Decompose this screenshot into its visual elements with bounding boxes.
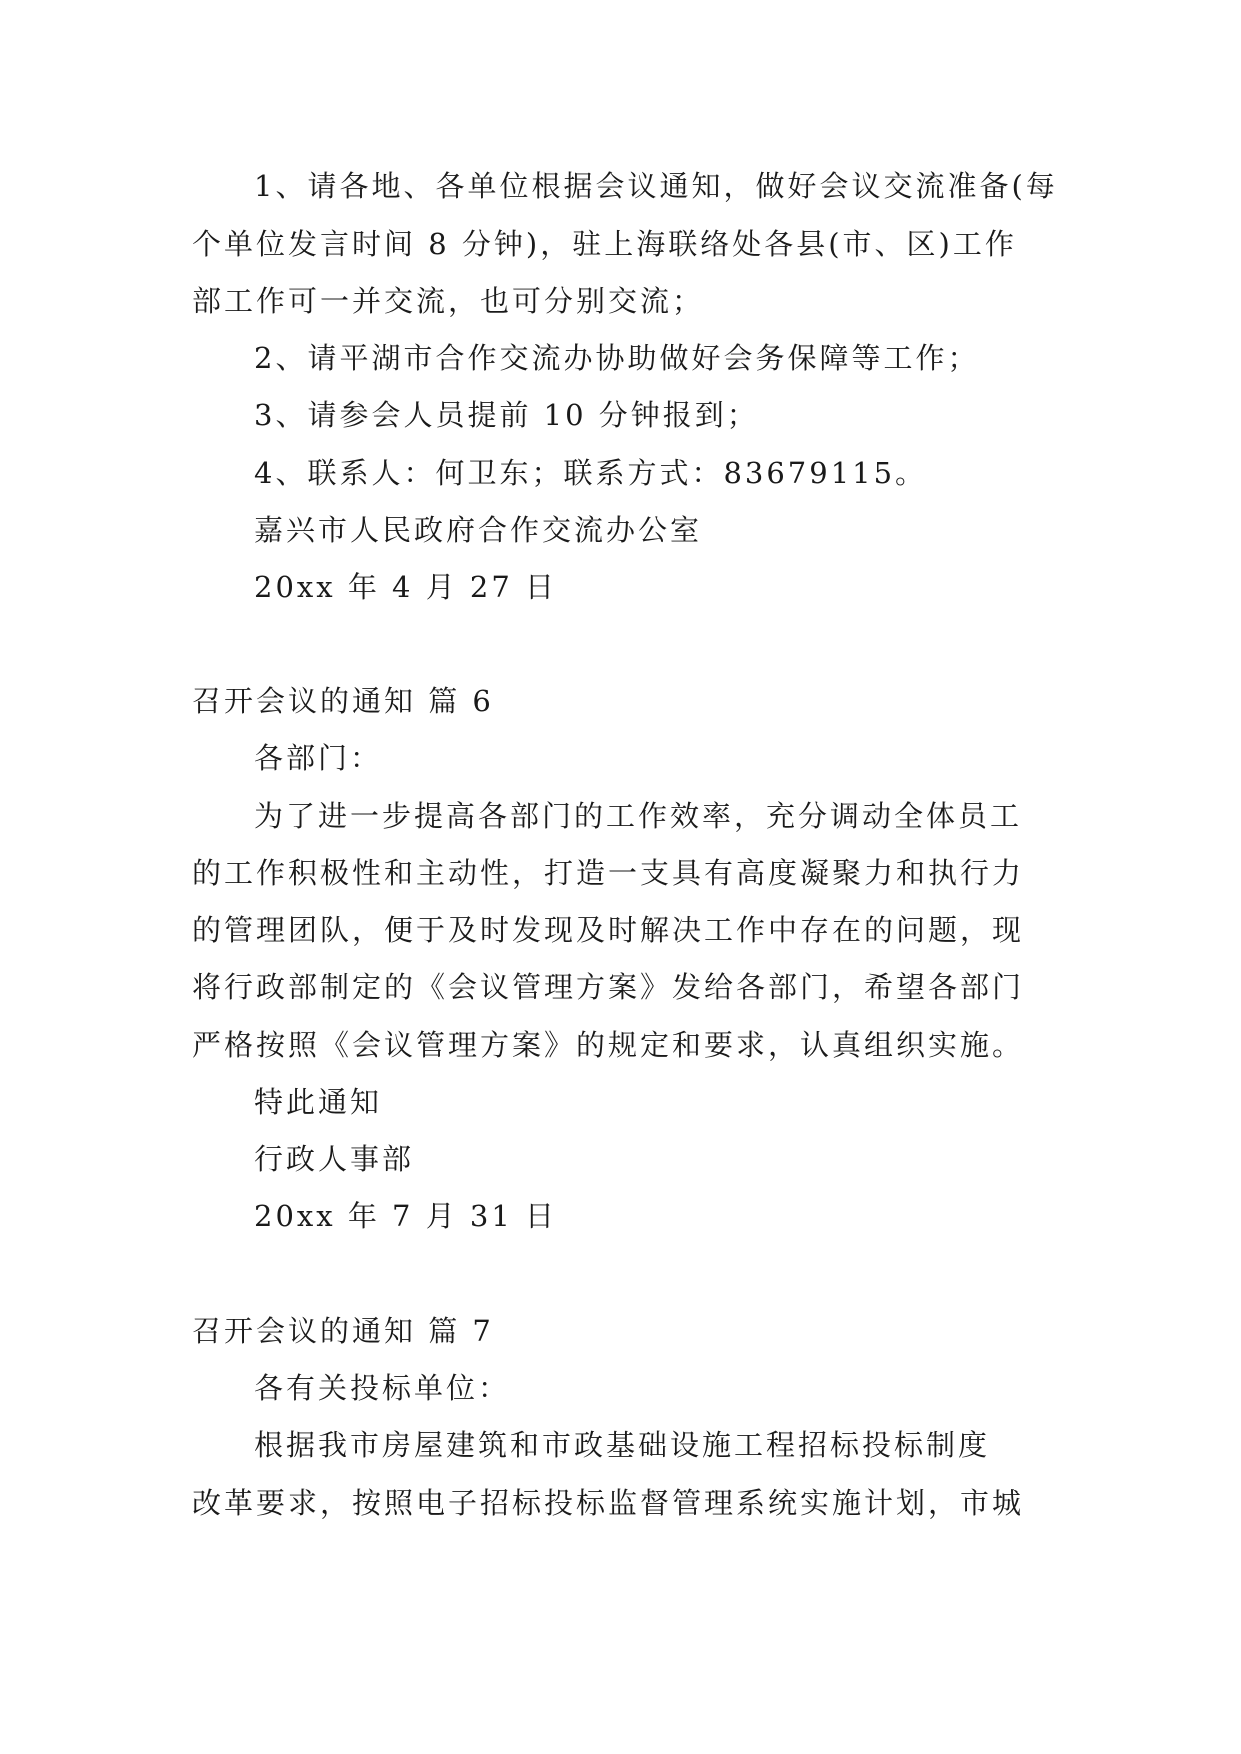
notice-item-1-line-3: 部工作可一并交流，也可分别交流； — [192, 284, 705, 318]
closing-text: 特此通知 — [254, 1085, 383, 1119]
notice-item-1-line-2: 个单位发言时间 8 分钟)，驻上海联络处各县(市、区)工作 — [192, 227, 1017, 261]
section-heading: 召开会议的通知 篇 6 — [192, 684, 494, 718]
sender-name: 嘉兴市人民政府合作交流办公室 — [254, 513, 703, 547]
body-paragraph-line-1: 根据我市房屋建筑和市政基础设施工程招标投标制度 — [254, 1428, 991, 1462]
notice-date: 20xx 年 7 月 31 日 — [254, 1199, 558, 1233]
body-paragraph-line-5: 严格按照《会议管理方案》的规定和要求，认真组织实施。 — [192, 1028, 1025, 1062]
section-heading: 召开会议的通知 篇 7 — [192, 1314, 494, 1348]
body-paragraph-line-2: 改革要求，按照电子招标投标监督管理系统实施计划，市城 — [192, 1486, 1025, 1520]
notice-item-2: 2、请平湖市合作交流办协助做好会务保障等工作； — [254, 341, 980, 375]
body-paragraph-line-2: 的工作积极性和主动性，打造一支具有高度凝聚力和执行力 — [192, 856, 1025, 890]
notice-item-3: 3、请参会人员提前 10 分钟报到； — [254, 398, 759, 432]
body-paragraph-line-1: 为了进一步提高各部门的工作效率，充分调动全体员工 — [254, 799, 1023, 833]
notice-item-4: 4、联系人：何卫东；联系方式：83679115。 — [254, 456, 928, 490]
body-paragraph-line-4: 将行政部制定的《会议管理方案》发给各部门，希望各部门 — [192, 970, 1025, 1004]
salutation: 各有关投标单位： — [254, 1371, 511, 1405]
notice-item-1-line-1: 1、请各地、各单位根据会议通知，做好会议交流准备(每 — [254, 169, 1058, 203]
body-paragraph-line-3: 的管理团队，便于及时发现及时解决工作中存在的问题，现 — [192, 913, 1025, 947]
notice-date: 20xx 年 4 月 27 日 — [254, 570, 558, 604]
salutation: 各部门： — [254, 741, 383, 775]
sender-name: 行政人事部 — [254, 1142, 415, 1176]
